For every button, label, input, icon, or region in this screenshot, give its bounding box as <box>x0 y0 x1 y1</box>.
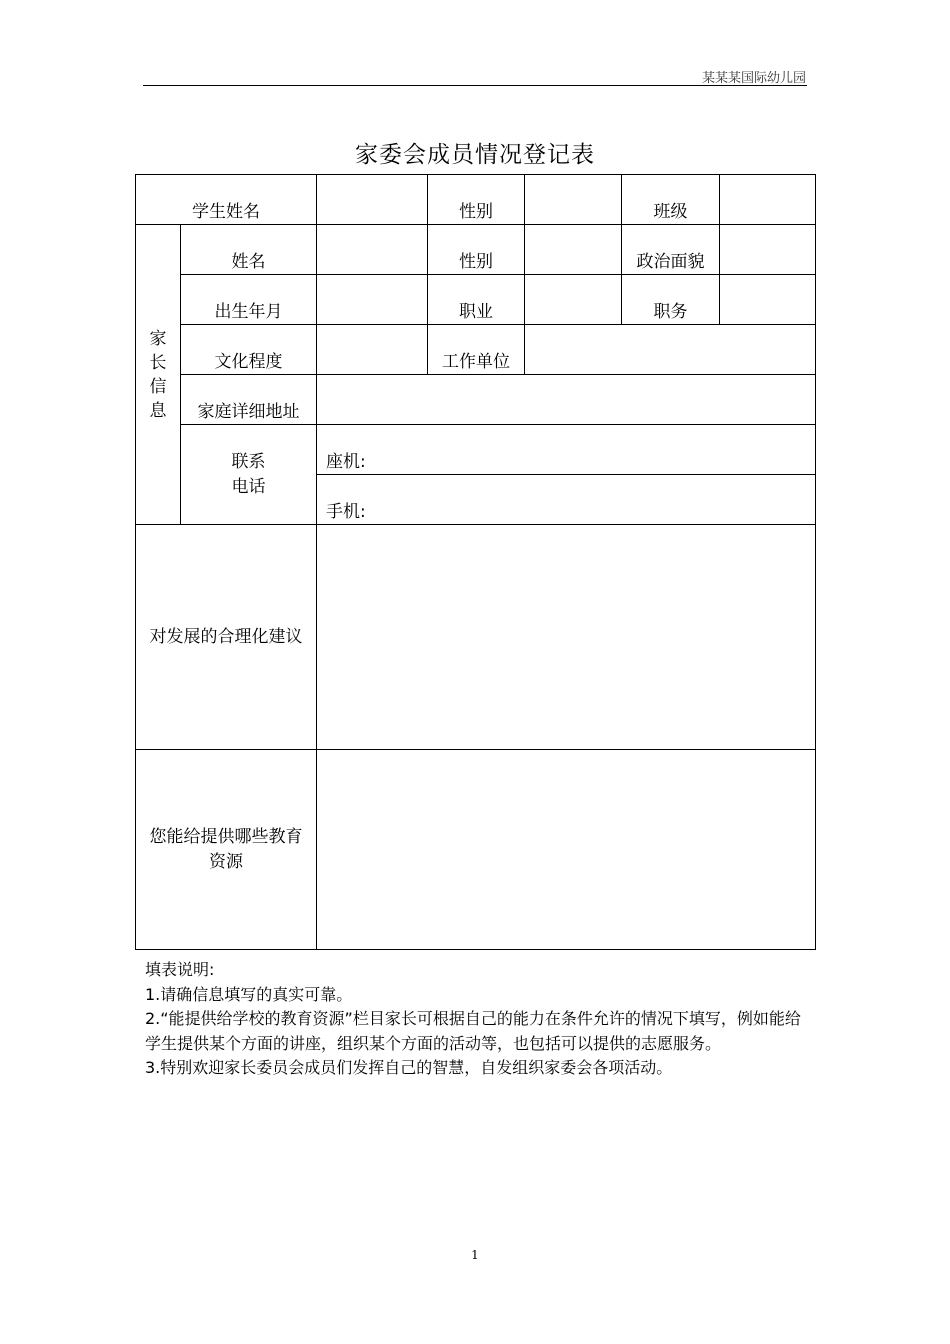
student-gender-label: 性别 <box>428 175 525 225</box>
instruction-item: 1.请确信息填写的真实可靠。 <box>145 984 353 1004</box>
parent-section-char: 家 <box>149 328 167 349</box>
resources-label: 您能给提供哪些教育资源 <box>136 750 317 950</box>
education-field[interactable] <box>317 325 428 375</box>
parent-gender-field[interactable] <box>525 225 622 275</box>
occupation-label: 职业 <box>428 275 525 325</box>
education-label: 文化程度 <box>181 325 317 375</box>
instruction-item: 3.特别欢迎家长委员会成员们发挥自己的智慧，自发组织家委会各项活动。 <box>145 1058 673 1077</box>
instruction-item: 2.“能提供给学校的教育资源”栏目家长可根据自己的能力在条件允许的情况下填写，例如能给学生提供某个方面的讲座，组织某个方面的活动等，也包括可以提供的志愿服务。 <box>145 1009 801 1053</box>
suggestions-label: 对发展的合理化建议 <box>136 525 317 750</box>
birth-field[interactable] <box>317 275 428 325</box>
landline-field[interactable] <box>317 425 816 475</box>
header-divider <box>143 85 807 86</box>
employer-field[interactable] <box>525 325 816 375</box>
form-instructions <box>145 958 813 1081</box>
student-gender-field[interactable] <box>525 175 622 225</box>
mobile-label: 手机: <box>326 502 366 522</box>
employer-label: 工作单位 <box>428 325 525 375</box>
political-status-label: 政治面貌 <box>622 225 720 275</box>
resources-field[interactable] <box>317 750 816 950</box>
student-name-field[interactable] <box>317 175 428 225</box>
parent-name-field[interactable] <box>317 225 428 275</box>
address-label: 家庭详细地址 <box>181 375 317 425</box>
class-label: 班级 <box>622 175 720 225</box>
position-label: 职务 <box>622 275 720 325</box>
phone-label <box>181 425 317 525</box>
political-status-field[interactable] <box>720 225 816 275</box>
page-number: 1 <box>471 1248 479 1262</box>
position-field[interactable] <box>720 275 816 325</box>
suggestions-field[interactable] <box>317 525 816 750</box>
phone-label-line: 联系 <box>231 451 266 472</box>
occupation-field[interactable] <box>525 275 622 325</box>
phone-label-line: 电话 <box>231 476 266 497</box>
address-field[interactable] <box>317 375 816 425</box>
parent-info-section-label <box>136 225 181 525</box>
birth-label: 出生年月 <box>181 275 317 325</box>
class-field[interactable] <box>720 175 816 225</box>
parent-section-char: 长 <box>149 352 167 373</box>
parent-name-label: 姓名 <box>181 225 317 275</box>
page-title: 家委会成员情况登记表 <box>355 142 595 168</box>
parent-gender-label: 性别 <box>428 225 525 275</box>
student-name-label: 学生姓名 <box>136 175 317 225</box>
parent-section-char: 信 <box>149 376 167 397</box>
landline-label: 座机: <box>326 452 366 472</box>
mobile-field[interactable] <box>317 475 816 525</box>
parent-section-char: 息 <box>149 400 167 421</box>
registration-form-table <box>135 174 816 950</box>
header-school-name: 某某某国际幼儿园 <box>701 71 806 86</box>
instructions-heading: 填表说明: <box>145 960 215 979</box>
